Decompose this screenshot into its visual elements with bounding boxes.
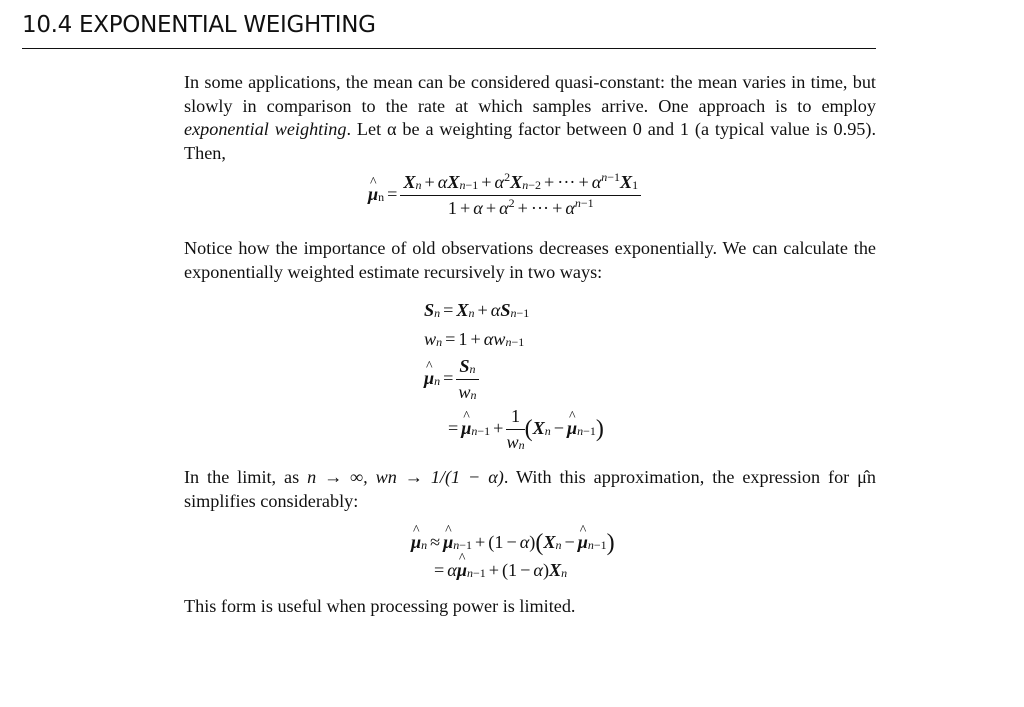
paragraph-intro xyxy=(184,71,876,165)
title-rule xyxy=(22,48,876,49)
equation-s-recursion: $S_n = X_n + \alpha S_{n-1}$ xyxy=(424,300,530,321)
paragraph-intro-text-a: In some applications, the mean can be considered quasi-constant: the mean varies in time, but slowly in comparison to the rate at which samples arrive. One approach is to employ xyxy=(184,72,876,116)
paragraph-conclusion: This form is useful when processing power is limited. xyxy=(184,596,576,616)
equation-w-recursion: $w_n = 1 + \alpha w_{n-1}$ xyxy=(424,329,525,350)
paragraph-limit-expression: n → ∞, wn → 1/(1 − α) xyxy=(307,467,504,487)
equation-mean-update: =^ $\mu_{n-1}$ + $\frac{1}{w_n}$ ($X_n$ −^ $\mu_{n-1}$) xyxy=(445,406,604,453)
paragraph-intro-text-b: . Let α be a weighting factor between 0 and 1 (a typical value is 0.95). Then, xyxy=(184,119,876,163)
paragraph-limit xyxy=(184,466,876,513)
paragraph-limit-text-b: . With this approximation, the expression for μ̂n simplifies considerably: xyxy=(184,467,876,511)
equation-weighted-mean: ^ $\mu_n$ = $\frac{X_n + \alpha X_{n-1} + \alpha^2X_{n-2} + \cdot\cdot\cdot + \alpha^{n-1}X_1}{1 + \alpha + \alpha^2 + \cdot\cdot\cdot + \alpha^{n-1}}$ xyxy=(368,172,641,219)
paragraph-recursion: Notice how the importance of old observations decreases exponentially. We can calculate the exponentially weighted estimate recursively in two ways: xyxy=(184,238,876,282)
equation-mean-ratio: ^ $\mu_n$ = $\frac{S_n}{w_n}$ xyxy=(424,356,479,403)
equation-approx-update: ^ $\mu_n$ ≈^ $\mu_{n-1} + (1 - \alpha)(X_n$ −^ $\mu_{n-1}$) xyxy=(411,530,615,557)
section-title: 10.4 EXPONENTIAL WEIGHTING xyxy=(22,12,376,38)
paragraph-limit-text-a: In the limit, as xyxy=(184,467,308,487)
equation-approx-simplified: = α^ $\mu_{n-1} + (1 - \alpha)X_n$ xyxy=(431,560,567,581)
paragraph-intro-emphasis: exponential weighting xyxy=(184,119,347,139)
